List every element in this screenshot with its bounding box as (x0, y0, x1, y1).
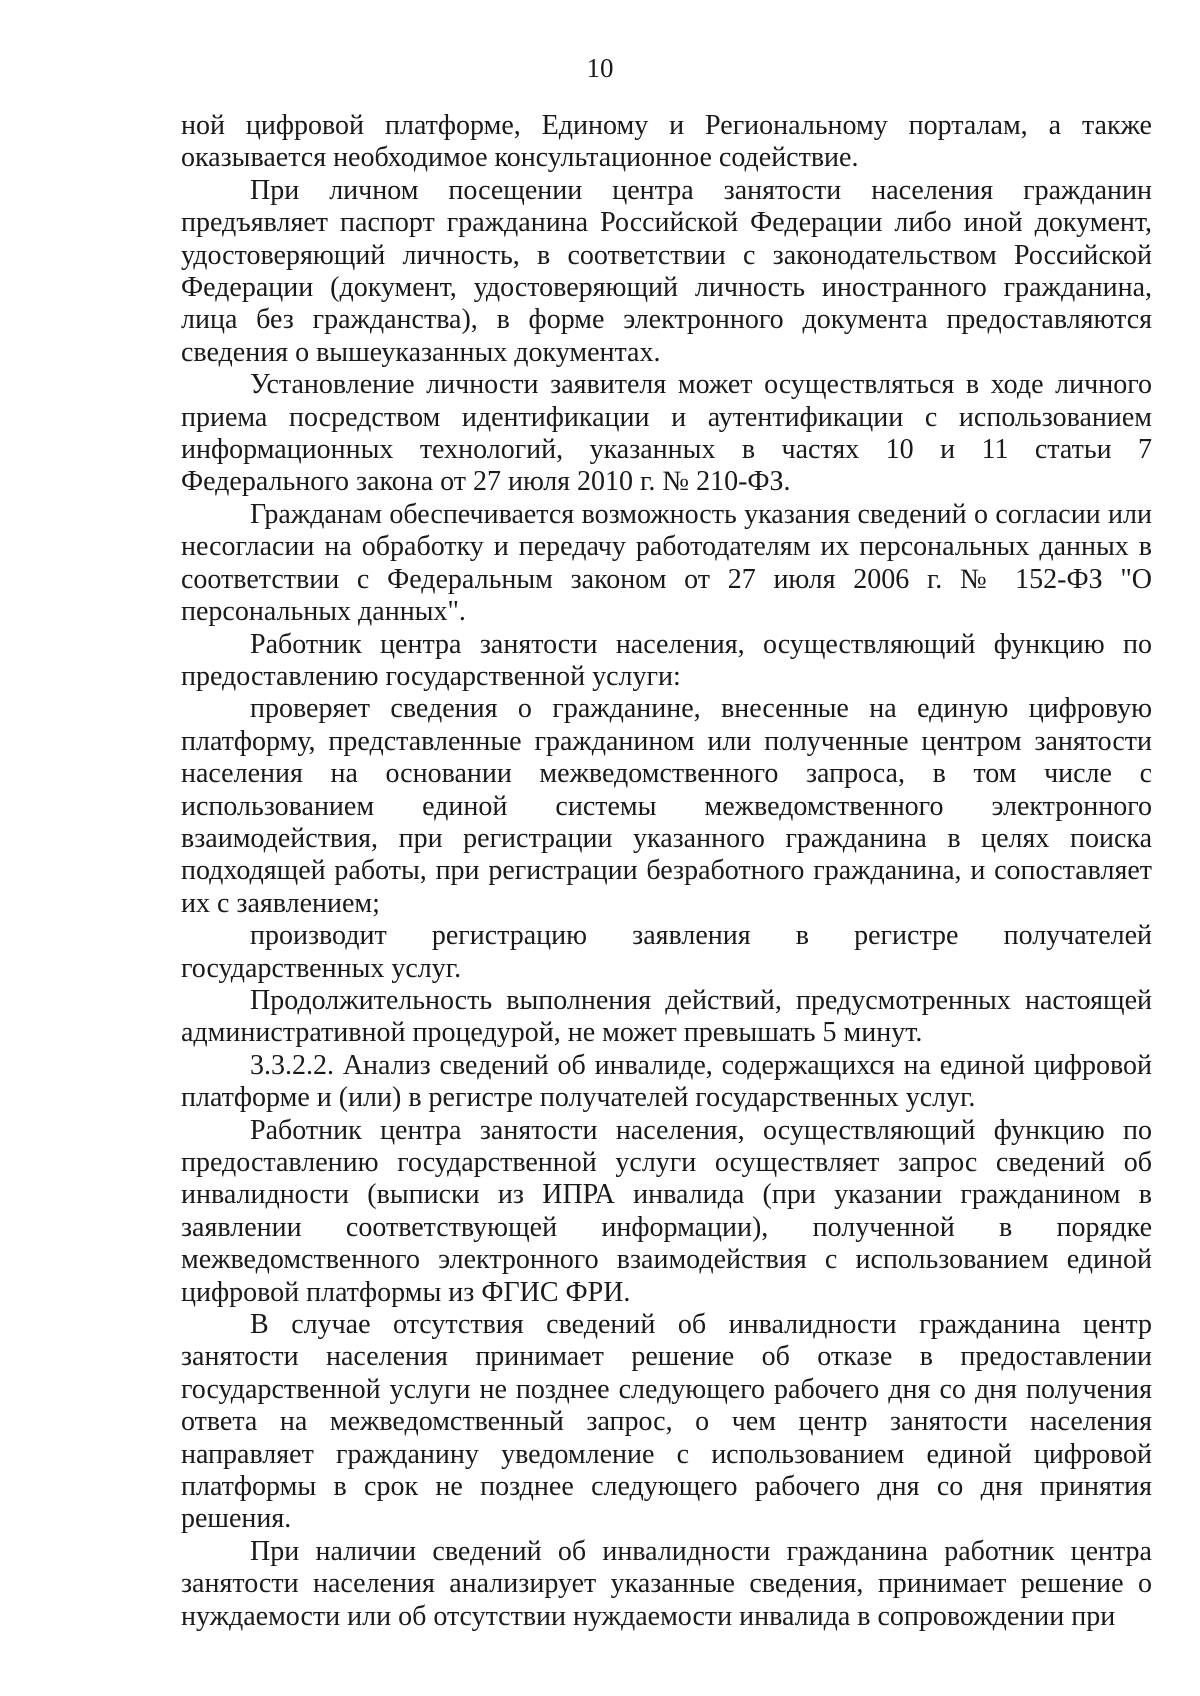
document-body (181, 110, 1152, 1633)
paragraph-5: Работник центра занятости населения, осуществляющий функцию по предоставлению государственной услуги: (181, 628, 1152, 692)
paragraph-7: производит регистрацию заявления в регистре получателей государственных услуг. (181, 920, 1152, 984)
paragraph-9: 3.3.2.2. Анализ сведений об инвалиде, содержащихся на единой цифровой платформе и (или) в регистре получателей государственных услуг. (181, 1049, 1152, 1114)
paragraph-8: Продолжительность выполнения действий, предусмотренных настоящей административной процедурой, не может превышать 5 минут. (181, 984, 1152, 1049)
paragraph-1: ной цифровой платформе, Единому и Региональному порталам, а также оказывается необходимое консультационное содействие. (181, 110, 1152, 174)
paragraph-3: Установление личности заявителя может осуществляться в ходе личного приема посредством идентификации и аутентификации с использованием информационных технологий, указанных в частях 10 и 11 статьи 7 Федерального закона от 27 июля 2010 г. № 210-ФЗ. (181, 369, 1152, 498)
paragraph-11: В случае отсутствия сведений об инвалидности гражданина центр занятости населения принимает решение об отказе в предоставлении государственной услуги не позднее следующего рабочего дня со дня получения ответа на межведомственный запрос, о чем центр занятости населения направляет гражданину уведомление с использованием единой цифровой платформы в срок не позднее следующего рабочего дня со дня принятия решения. (181, 1309, 1152, 1535)
paragraph-12: При наличии сведений об инвалидности гражданина работник центра занятости населения анализирует указанные сведения, принимает решение о нуждаемости или об отсутствии нуждаемости инвалида в сопровождении при (181, 1535, 1152, 1632)
paragraph-4: Гражданам обеспечивается возможность указания сведений о согласии или несогласии на обработку и передачу работодателям их персональных данных в соответствии с Федеральным законом от 27 июля 2006 г. № 152-ФЗ "О персональных данных". (181, 498, 1152, 628)
paragraph-6: проверяет сведения о гражданине, внесенные на единую цифровую платформу, представленные гражданином или полученные центром занятости населения на основании межведомственного запроса, в том числе с использованием единой системы межведомственного электронного взаимодействия, при регистрации указанного гражданина в целях поиска подходящей работы, при регистрации безработного гражданина, и сопоставляет их с заявлением; (181, 693, 1152, 919)
paragraph-2: При личном посещении центра занятости населения гражданин предъявляет паспорт гражданина Российской Федерации либо иной документ, удостоверяющий личность, в соответствии с законодательством Российской Федерации (документ, удостоверяющий личность иностранного гражданина, лица без гражданства), в форме электронного документа предоставляются сведения о вышеуказанных документах. (181, 174, 1152, 368)
paragraph-10: Работник центра занятости населения, осуществляющий функцию по предоставлению государственной услуги осуществляет запрос сведений об инвалидности (выписки из ИПРА инвалида (при указании гражданином в заявлении соответствующей информации), полученной в порядке межведомственного электронного взаимодействия с использованием единой цифровой платформы из ФГИС ФРИ. (181, 1114, 1152, 1308)
page-number: 10 (586, 53, 614, 83)
